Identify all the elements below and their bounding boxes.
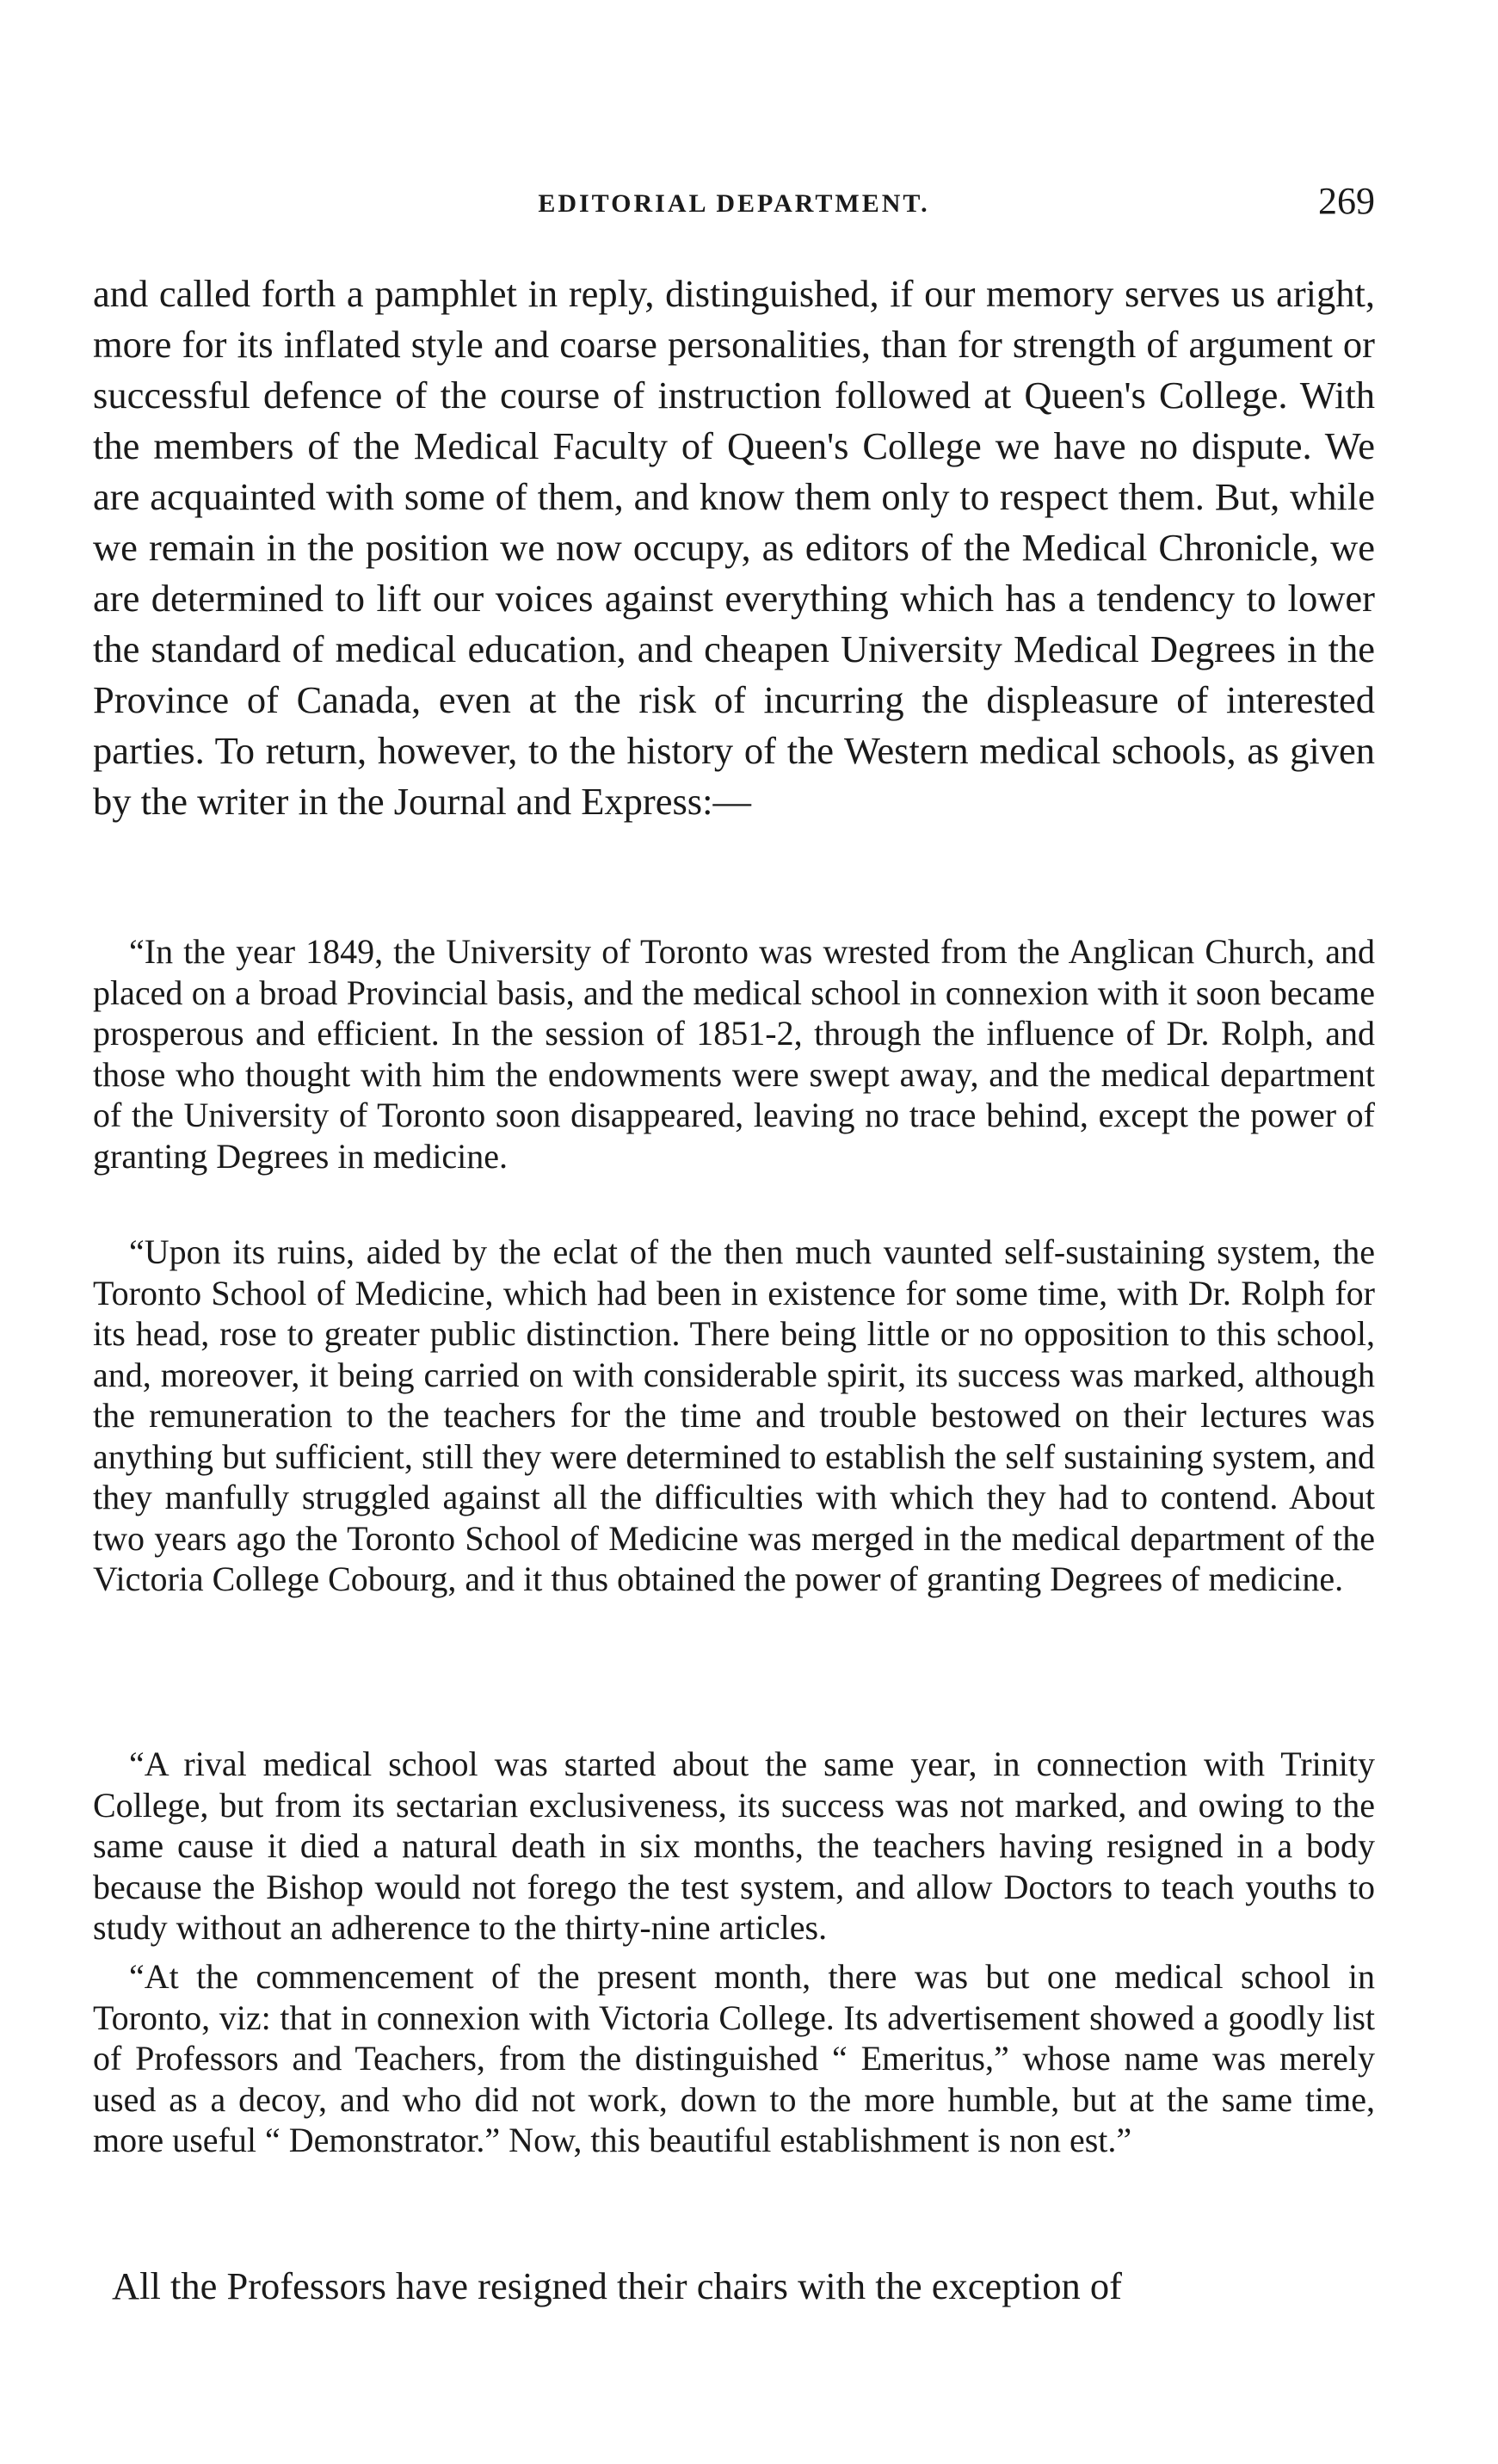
quoted-paragraph-4: “At the commencement of the present month, there was but one medical school in Toronto, viz: that in connexion with Victoria College. Its advertisement showed a goodly list of Professors and Teachers, from the distinguished “ Emeritus,” whose name was merely used as a decoy, and who did not work, down to the more humble, but at the same time, more useful “ Demonstrator.” Now, this beautiful establishment is non est.” bbox=[93, 1957, 1375, 2159]
body-paragraph-lead: and called forth a pamphlet in reply, distinguished, if our memory serves us aright, more for its inflated style and coarse personalities, than for strength of argument or successful defence of the course of instruction followed at Queen's College. With the members of the Medical Faculty of Queen's College we have no dispute. We are acquainted with some of them, and know them only to respect them. But, while we remain in the position we now occupy, as editors of the Medical Chronicle, we are determined to lift our voices against everything which has a tendency to lower the standard of medical education, and cheapen University Medical Degrees in the Province of Canada, even at the risk of incurring the displeasure of interested parties. To return, however, to the history of the Western medical schools, as given by the writer in the Journal and Express:— bbox=[93, 272, 1375, 823]
quoted-paragraph-3: “A rival medical school was started about the same year, in connection with Trinity College, but from its sectarian exclusiveness, its success was not marked, and owing to the same cause it died a natural death in six months, the teachers having resigned in a body because the Bishop would not forego the test system, and allow Doctors to teach youths to study without an adherence to the thirty-nine articles. bbox=[93, 1745, 1375, 1947]
page-number: 269 bbox=[1318, 180, 1375, 222]
body-paragraph-tail: All the Professors have resigned their chairs with the exception of bbox=[112, 2264, 1122, 2307]
quoted-paragraph-2: “Upon its ruins, aided by the eclat of the then much vaunted self-sustaining system, the Toronto School of Medicine, which had been in existence for some time, with Dr. Rolph for its head, rose to greater public distinction. There being little or no opposition to this school, and, moreover, it being carried on with considerable spirit, its success was marked, although the remuneration to the teachers for the time and trouble bestowed on their lectures was anything but sufficient, still they were determined to establish the self sustaining system, and they manfully struggled against all the difficulties with which they had to contend. About two years ago the Toronto School of Medicine was merged in the medical department of the Victoria College Cobourg, and it thus obtained the power of granting Degrees of medicine. bbox=[93, 1232, 1375, 1598]
page-header bbox=[93, 179, 1375, 231]
running-head: EDITORIAL DEPARTMENT. bbox=[538, 189, 930, 218]
quoted-paragraph-1: “In the year 1849, the University of Toronto was wrested from the Anglican Church, and placed on a broad Provincial basis, and the medical school in connexion with it soon became prosperous and efficient. In the session of 1851-2, through the influence of Dr. Rolph, and those who thought with him the endowments were swept away, and the medical department of the University of Toronto soon disappeared, leaving no trace behind, except the power of granting Degrees in medicine. bbox=[93, 932, 1375, 1176]
